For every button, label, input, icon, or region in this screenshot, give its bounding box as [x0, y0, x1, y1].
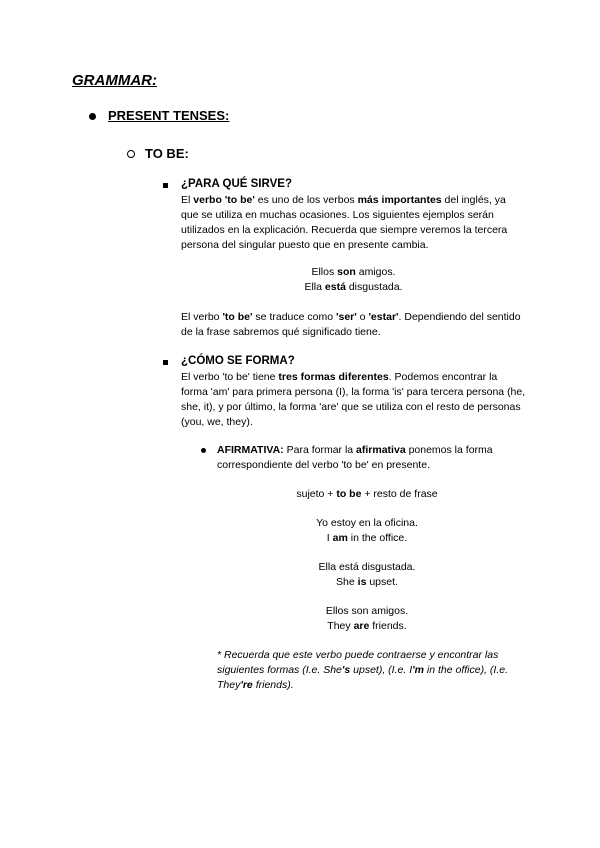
bullet-square-icon	[163, 183, 168, 188]
bullet-dot-icon	[89, 113, 96, 120]
example-english: She is upset.	[336, 576, 398, 588]
afirmativa-paragraph: AFIRMATIVA: Para formar la afirmativa ponemos la forma correspondiente del verbo 'to be' en presente.	[217, 444, 493, 471]
page-heading: GRAMMAR:	[72, 72, 157, 89]
example-spanish: Ellos son amigos.	[325, 605, 409, 617]
example-sentence: Ellos son amigos.	[311, 266, 396, 278]
bullet-circle-icon	[127, 150, 135, 158]
section-title: PRESENT TENSES:	[108, 108, 230, 123]
contraction-note: * Recuerda que este verbo puede contraerse y encontrar las siguientes formas (I.e. She's upset), (I.e. I'm in the office), (I.e. They're friends).	[217, 649, 508, 691]
example-english: I am in the office.	[326, 532, 408, 544]
example-spanish: Yo estoy en la oficina.	[316, 517, 418, 529]
example-spanish: Ella está disgustada.	[318, 561, 416, 573]
q1-title: ¿PARA QUÉ SIRVE?	[181, 178, 292, 190]
example-sentence: Ella está disgustada.	[304, 281, 403, 293]
q2-paragraph: El verbo 'to be' tiene tres formas diferentes. Podemos encontrar la forma 'am' para primera persona (I), la forma 'is' para tercera persona (he, she, it), y por último, la forma 'are' que se utiliza con el resto de personas (you, we, they).	[181, 371, 526, 428]
bullet-square-icon	[163, 360, 168, 365]
subsection-title: TO BE:	[145, 146, 189, 161]
formula: sujeto + to be + resto de frase	[296, 488, 438, 500]
q2-title: ¿CÓMO SE FORMA?	[181, 355, 295, 367]
q1-paragraph: El verbo 'to be' es uno de los verbos más importantes del inglés, ya que se utiliza en muchas ocasiones. Los siguientes ejemplos serán utilizados en la explicación. Recuerda que siempre veremos la tercera persona del singular puesto que en presente cambia.	[181, 194, 508, 251]
bullet-dot-icon	[201, 448, 206, 453]
example-english: They are friends.	[327, 620, 407, 632]
q1-paragraph-2: El verbo 'to be' se traduce como 'ser' o 'estar'. Dependiendo del sentido de la frase sabremos qué significado tiene.	[181, 311, 521, 338]
